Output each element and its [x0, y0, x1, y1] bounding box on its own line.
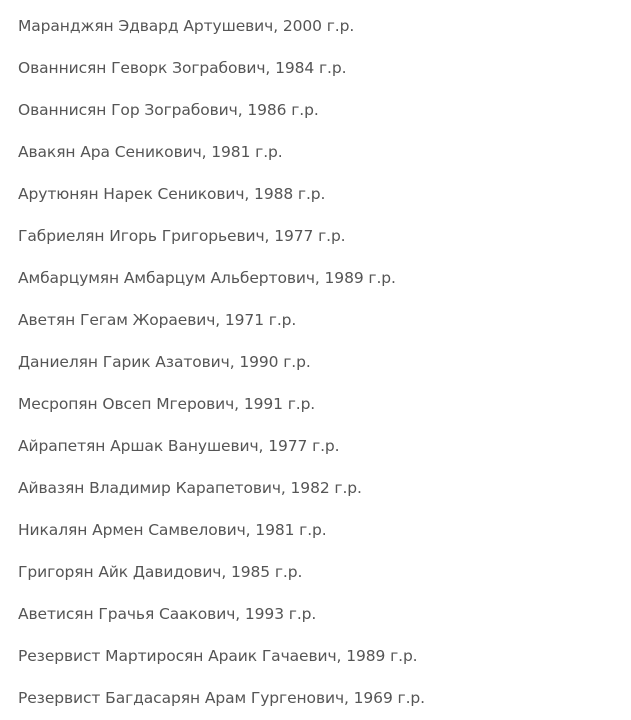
- list-item: Айвазян Владимир Карапетович, 1982 г.р.: [18, 479, 362, 497]
- list-item: Маранджян Эдвард Артушевич, 2000 г.р.: [18, 17, 355, 35]
- list-item: Арутюнян Нарек Сеникович, 1988 г.р.: [18, 185, 326, 203]
- list-item: Григорян Айк Давидович, 1985 г.р.: [18, 563, 303, 581]
- list-item: Резервист Багдасарян Арам Гургенович, 1969 г.р.: [18, 689, 425, 707]
- list-item: Аветян Гегам Жораевич, 1971 г.р.: [18, 311, 297, 329]
- list-item: Аветисян Грачья Саакович, 1993 г.р.: [18, 605, 317, 623]
- list-item: Авакян Ара Сеникович, 1981 г.р.: [18, 143, 283, 161]
- list-item: Амбарцумян Амбарцум Альбертович, 1989 г.р.: [18, 269, 396, 287]
- list-item: Месропян Овсеп Мгерович, 1991 г.р.: [18, 395, 316, 413]
- list-item: Айрапетян Аршак Ванушевич, 1977 г.р.: [18, 437, 340, 455]
- list-item: Резервист Мартиросян Араик Гачаевич, 1989 г.р.: [18, 647, 418, 665]
- list-item: Габриелян Игорь Григорьевич, 1977 г.р.: [18, 227, 346, 245]
- list-item: Ованнисян Гор Зограбович, 1986 г.р.: [18, 101, 319, 119]
- people-list: [18, 0, 618, 714]
- list-item: Даниелян Гарик Азатович, 1990 г.р.: [18, 353, 311, 371]
- list-item: Никалян Армен Самвелович, 1981 г.р.: [18, 521, 327, 539]
- list-item: Ованнисян Геворк Зограбович, 1984 г.р.: [18, 59, 347, 77]
